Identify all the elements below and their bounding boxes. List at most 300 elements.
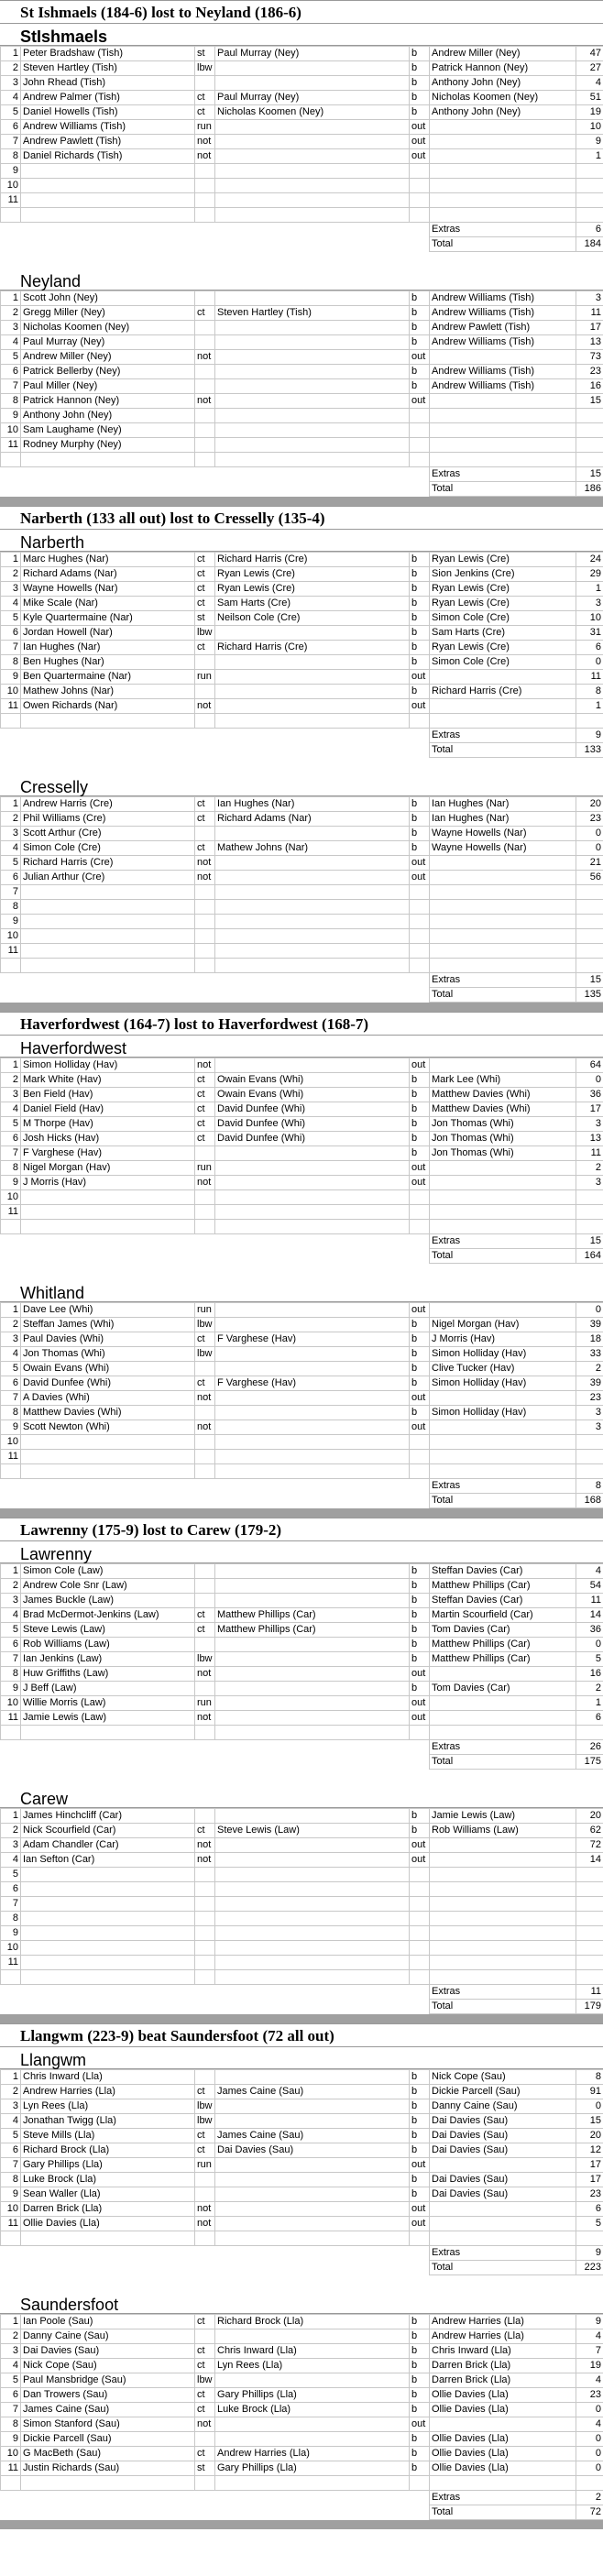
blank-row xyxy=(1,2476,603,2491)
runs xyxy=(576,1882,603,1897)
batsman-name: Mark White (Hav) xyxy=(21,1073,195,1088)
bowled-marker: b xyxy=(410,2143,430,2158)
bowled-marker: out xyxy=(410,2417,430,2432)
dismissal-type: not xyxy=(195,1667,215,1682)
bowler-name xyxy=(430,1912,576,1926)
batsman-name: Paul Miller (Ney) xyxy=(21,379,195,394)
dismissal-type: not xyxy=(195,2202,215,2217)
runs: 13 xyxy=(576,335,603,350)
batting-order: 9 xyxy=(1,915,21,929)
fielder-name: Ryan Lewis (Cre) xyxy=(215,567,410,582)
bowled-marker: b xyxy=(410,365,430,379)
batting-row xyxy=(1,871,603,885)
dismissal-type xyxy=(195,76,215,91)
batting-order: 9 xyxy=(1,1176,21,1190)
batsman-name: M Thorpe (Hav) xyxy=(21,1117,195,1132)
runs: 47 xyxy=(576,47,603,61)
batting-row xyxy=(1,335,603,350)
bowler-name: Simon Cole (Cre) xyxy=(430,611,576,626)
bowler-name: Andrew Williams (Tish) xyxy=(430,379,576,394)
batting-order: 6 xyxy=(1,2143,21,2158)
batting-order: 5 xyxy=(1,856,21,871)
bowled-marker: b xyxy=(410,2085,430,2099)
fielder-name xyxy=(215,149,410,164)
dismissal-type: not xyxy=(195,1391,215,1406)
total-label: Total xyxy=(430,1755,576,1770)
fielder-name xyxy=(215,2373,410,2388)
bowler-name xyxy=(430,699,576,714)
bowler-name xyxy=(430,1303,576,1318)
bowler-name: Sam Harts (Cre) xyxy=(430,626,576,641)
extras-label: Extras xyxy=(430,467,576,482)
bowled-marker: out xyxy=(410,1161,430,1176)
runs: 33 xyxy=(576,1347,603,1362)
fielder-name xyxy=(215,2114,410,2129)
bowled-marker: b xyxy=(410,597,430,611)
runs: 3 xyxy=(576,291,603,306)
runs: 9 xyxy=(576,135,603,149)
bowler-name: Mark Lee (Whi) xyxy=(430,1073,576,1088)
bowler-name: Rob Williams (Law) xyxy=(430,1824,576,1838)
batting-row xyxy=(1,1058,603,1073)
team-name: Carew xyxy=(0,1786,603,1808)
bowled-marker: b xyxy=(410,582,430,597)
runs: 0 xyxy=(576,2403,603,2417)
batting-order: 4 xyxy=(1,1102,21,1117)
runs: 7 xyxy=(576,2344,603,2359)
batting-order: 6 xyxy=(1,120,21,135)
batting-order: 1 xyxy=(1,1809,21,1824)
dismissal-type: ct xyxy=(195,1623,215,1638)
batsman-name xyxy=(21,1897,195,1912)
bowler-name xyxy=(430,1897,576,1912)
total-value: 186 xyxy=(576,482,603,497)
fielder-name: Lyn Rees (Lla) xyxy=(215,2359,410,2373)
fielder-name: Chris Inward (Lla) xyxy=(215,2344,410,2359)
fielder-name xyxy=(215,409,410,423)
bowler-name: Richard Harris (Cre) xyxy=(430,685,576,699)
batting-order: 4 xyxy=(1,2359,21,2373)
runs xyxy=(576,885,603,900)
runs: 31 xyxy=(576,626,603,641)
bowled-marker: b xyxy=(410,1824,430,1838)
total-value: 184 xyxy=(576,237,603,252)
batsman-name: James Hinchcliff (Car) xyxy=(21,1809,195,1824)
batting-order: 4 xyxy=(1,2114,21,2129)
batsman-name: Sam Laughame (Ney) xyxy=(21,423,195,438)
batting-order: 2 xyxy=(1,306,21,321)
bowler-name: Ollie Davies (Lla) xyxy=(430,2461,576,2476)
fielder-name xyxy=(215,179,410,193)
fielder-name: Gary Phillips (Lla) xyxy=(215,2461,410,2476)
runs: 0 xyxy=(576,827,603,841)
batting-row xyxy=(1,655,603,670)
batsman-name: Andrew Harries (Lla) xyxy=(21,2085,195,2099)
dismissal-type xyxy=(195,1564,215,1579)
batting-row xyxy=(1,91,603,105)
batting-order: 10 xyxy=(1,1435,21,1450)
bowler-name xyxy=(430,1176,576,1190)
batting-row xyxy=(1,1347,603,1362)
extras-row xyxy=(1,1985,603,2000)
batting-row xyxy=(1,1117,603,1132)
batting-order: 7 xyxy=(1,2403,21,2417)
bowler-name: Jon Thomas (Whi) xyxy=(430,1132,576,1146)
total-label: Total xyxy=(430,1494,576,1508)
batting-order: 7 xyxy=(1,641,21,655)
bowled-marker: out xyxy=(410,1696,430,1711)
batting-order: 5 xyxy=(1,2373,21,2388)
batting-row xyxy=(1,2143,603,2158)
bowler-name xyxy=(430,1391,576,1406)
bowled-marker: b xyxy=(410,2129,430,2143)
fielder-name xyxy=(215,423,410,438)
bowler-name: Martin Scourfield (Car) xyxy=(430,1608,576,1623)
batting-order: 4 xyxy=(1,335,21,350)
batting-order: 5 xyxy=(1,611,21,626)
fielder-name: Richard Harris (Cre) xyxy=(215,553,410,567)
dismissal-type: not xyxy=(195,394,215,409)
batsman-name: Daniel Field (Hav) xyxy=(21,1102,195,1117)
fielder-name xyxy=(215,1205,410,1220)
dismissal-type: run xyxy=(195,120,215,135)
fielder-name: Owain Evans (Whi) xyxy=(215,1073,410,1088)
fielder-name xyxy=(215,1161,410,1176)
batting-row xyxy=(1,1667,603,1682)
bowled-marker xyxy=(410,1190,430,1205)
bowled-marker: b xyxy=(410,841,430,856)
bowled-marker xyxy=(410,1912,430,1926)
runs xyxy=(576,1190,603,1205)
fielder-name: Steve Lewis (Law) xyxy=(215,1824,410,1838)
dismissal-type: ct xyxy=(195,1376,215,1391)
bowled-marker: b xyxy=(410,2461,430,2476)
bowled-marker: b xyxy=(410,61,430,76)
runs xyxy=(576,1205,603,1220)
batting-row xyxy=(1,1205,603,1220)
dismissal-type: ct xyxy=(195,1608,215,1623)
batsman-name: Gary Phillips (Lla) xyxy=(21,2158,195,2173)
bowled-marker: b xyxy=(410,1638,430,1652)
batting-row xyxy=(1,1853,603,1868)
dismissal-type: not xyxy=(195,1711,215,1726)
bowled-marker xyxy=(410,423,430,438)
batsman-name: Steve Mills (Lla) xyxy=(21,2129,195,2143)
batting-order: 8 xyxy=(1,2173,21,2187)
batting-order: 6 xyxy=(1,2388,21,2403)
batting-row xyxy=(1,1579,603,1594)
batting-row xyxy=(1,1450,603,1464)
fielder-name xyxy=(215,394,410,409)
bowled-marker xyxy=(410,1205,430,1220)
bowler-name xyxy=(430,1941,576,1956)
blank-row xyxy=(1,1726,603,1740)
runs: 14 xyxy=(576,1853,603,1868)
bowler-name xyxy=(430,1868,576,1882)
extras-row xyxy=(1,1740,603,1755)
bowled-marker xyxy=(410,1926,430,1941)
runs: 6 xyxy=(576,2202,603,2217)
runs: 51 xyxy=(576,91,603,105)
batsman-name: Owen Richards (Nar) xyxy=(21,699,195,714)
batsman-name: Ian Hughes (Nar) xyxy=(21,641,195,655)
runs: 64 xyxy=(576,1058,603,1073)
runs xyxy=(576,423,603,438)
bowler-name xyxy=(430,149,576,164)
dismissal-type: lbw xyxy=(195,2099,215,2114)
bowler-name: Anthony John (Ney) xyxy=(430,105,576,120)
runs: 15 xyxy=(576,2114,603,2129)
bowled-marker: out xyxy=(410,1838,430,1853)
match-title: St Ishmaels (184-6) lost to Neyland (186-6) xyxy=(0,0,603,24)
runs: 4 xyxy=(576,76,603,91)
batting-order: 9 xyxy=(1,164,21,179)
batting-row xyxy=(1,179,603,193)
bowled-marker: b xyxy=(410,1318,430,1332)
batting-row xyxy=(1,1190,603,1205)
batting-row xyxy=(1,1376,603,1391)
batting-row xyxy=(1,291,603,306)
bowled-marker: out xyxy=(410,1058,430,1073)
dismissal-type: lbw xyxy=(195,2114,215,2129)
batting-order: 11 xyxy=(1,438,21,453)
dismissal-type: ct xyxy=(195,812,215,827)
bowler-name xyxy=(430,135,576,149)
batting-row xyxy=(1,1897,603,1912)
batsman-name: Huw Griffiths (Law) xyxy=(21,1667,195,1682)
batsman-name xyxy=(21,1926,195,1941)
batting-row xyxy=(1,2329,603,2344)
bowled-marker xyxy=(410,1435,430,1450)
bowler-name xyxy=(430,2217,576,2231)
runs: 39 xyxy=(576,1318,603,1332)
batsman-name: Anthony John (Ney) xyxy=(21,409,195,423)
dismissal-type: not xyxy=(195,135,215,149)
batting-order: 10 xyxy=(1,179,21,193)
batsman-name: Peter Bradshaw (Tish) xyxy=(21,47,195,61)
bowler-name: Darren Brick (Lla) xyxy=(430,2359,576,2373)
bowled-marker: out xyxy=(410,699,430,714)
bowled-marker: b xyxy=(410,1579,430,1594)
batting-order: 2 xyxy=(1,567,21,582)
batting-row xyxy=(1,1391,603,1406)
bowler-name: Ollie Davies (Lla) xyxy=(430,2403,576,2417)
extras-label: Extras xyxy=(430,1234,576,1249)
blank-row xyxy=(1,2231,603,2246)
fielder-name: Richard Brock (Lla) xyxy=(215,2315,410,2329)
batting-row xyxy=(1,1711,603,1726)
dismissal-type: lbw xyxy=(195,61,215,76)
dismissal-type xyxy=(195,2173,215,2187)
bowled-marker: out xyxy=(410,120,430,135)
runs: 6 xyxy=(576,1711,603,1726)
extras-label: Extras xyxy=(430,973,576,988)
bowled-marker xyxy=(410,438,430,453)
batting-order: 7 xyxy=(1,1146,21,1161)
bowled-marker: out xyxy=(410,1303,430,1318)
batting-row xyxy=(1,306,603,321)
batting-order: 3 xyxy=(1,76,21,91)
dismissal-type: not xyxy=(195,1058,215,1073)
batting-row xyxy=(1,1941,603,1956)
bowled-marker: b xyxy=(410,1102,430,1117)
bowled-marker: b xyxy=(410,797,430,812)
batting-order: 10 xyxy=(1,1190,21,1205)
batting-order: 3 xyxy=(1,1332,21,1347)
team-spacer xyxy=(0,2275,603,2292)
bowler-name: Chris Inward (Lla) xyxy=(430,2344,576,2359)
total-value: 72 xyxy=(576,2505,603,2520)
bowler-name: Ollie Davies (Lla) xyxy=(430,2432,576,2447)
batting-order: 11 xyxy=(1,2461,21,2476)
fielder-name xyxy=(215,1564,410,1579)
batting-order: 3 xyxy=(1,321,21,335)
batting-order: 9 xyxy=(1,1926,21,1941)
batting-row xyxy=(1,1652,603,1667)
batting-row xyxy=(1,553,603,567)
bowled-marker: b xyxy=(410,685,430,699)
batting-row xyxy=(1,699,603,714)
fielder-name xyxy=(215,193,410,208)
runs xyxy=(576,1912,603,1926)
bowled-marker: b xyxy=(410,335,430,350)
fielder-name xyxy=(215,915,410,929)
extras-row xyxy=(1,223,603,237)
batting-row xyxy=(1,1868,603,1882)
batsman-name: Ben Hughes (Nar) xyxy=(21,655,195,670)
blank-row xyxy=(1,453,603,467)
dismissal-type: ct xyxy=(195,1088,215,1102)
dismissal-type xyxy=(195,193,215,208)
batsman-name xyxy=(21,1956,195,1970)
dismissal-type: lbw xyxy=(195,1652,215,1667)
match-separator xyxy=(0,1508,603,1518)
fielder-name xyxy=(215,2173,410,2187)
batsman-name: Andrew Williams (Tish) xyxy=(21,120,195,135)
batting-order: 9 xyxy=(1,1420,21,1435)
batsman-name: Jonathan Twigg (Lla) xyxy=(21,2114,195,2129)
batsman-name: Nick Cope (Sau) xyxy=(21,2359,195,2373)
fielder-name: David Dunfee (Whi) xyxy=(215,1117,410,1132)
fielder-name xyxy=(215,2202,410,2217)
runs xyxy=(576,179,603,193)
bowled-marker: b xyxy=(410,291,430,306)
extras-label: Extras xyxy=(430,223,576,237)
batting-order: 8 xyxy=(1,1912,21,1926)
fielder-name xyxy=(215,2432,410,2447)
bowled-marker xyxy=(410,885,430,900)
runs: 54 xyxy=(576,1579,603,1594)
runs: 2 xyxy=(576,1161,603,1176)
batting-order: 2 xyxy=(1,1073,21,1088)
dismissal-type xyxy=(195,379,215,394)
runs: 62 xyxy=(576,1824,603,1838)
runs: 24 xyxy=(576,553,603,567)
fielder-name xyxy=(215,2417,410,2432)
batting-row xyxy=(1,2447,603,2461)
batsman-name: James Buckle (Law) xyxy=(21,1594,195,1608)
batsman-name: Richard Adams (Nar) xyxy=(21,567,195,582)
batsman-name: Dan Trowers (Sau) xyxy=(21,2388,195,2403)
bowled-marker: b xyxy=(410,2373,430,2388)
fielder-name xyxy=(215,350,410,365)
batsman-name xyxy=(21,1868,195,1882)
batsman-name: Patrick Bellerby (Ney) xyxy=(21,365,195,379)
batting-order: 11 xyxy=(1,1450,21,1464)
batting-row xyxy=(1,2099,603,2114)
extras-value: 26 xyxy=(576,1740,603,1755)
total-value: 133 xyxy=(576,743,603,758)
runs xyxy=(576,944,603,959)
bowled-marker: out xyxy=(410,394,430,409)
fielder-name xyxy=(215,335,410,350)
bowler-name: Patrick Hannon (Ney) xyxy=(430,61,576,76)
batsman-name: Josh Hicks (Hav) xyxy=(21,1132,195,1146)
bowler-name: Matthew Davies (Whi) xyxy=(430,1088,576,1102)
dismissal-type: ct xyxy=(195,1073,215,1088)
fielder-name xyxy=(215,1190,410,1205)
batting-order: 8 xyxy=(1,1406,21,1420)
batting-order: 11 xyxy=(1,1956,21,1970)
batting-order: 11 xyxy=(1,944,21,959)
runs xyxy=(576,1897,603,1912)
batsman-name: G MacBeth (Sau) xyxy=(21,2447,195,2461)
extras-row xyxy=(1,467,603,482)
batting-row xyxy=(1,1926,603,1941)
bowled-marker: b xyxy=(410,1682,430,1696)
fielder-name xyxy=(215,76,410,91)
bowled-marker: b xyxy=(410,1146,430,1161)
fielder-name xyxy=(215,1882,410,1897)
batsman-name: Jordan Howell (Nar) xyxy=(21,626,195,641)
bowled-marker: b xyxy=(410,2359,430,2373)
bowled-marker: out xyxy=(410,350,430,365)
dismissal-type xyxy=(195,1205,215,1220)
batting-row xyxy=(1,2158,603,2173)
team-name: Llangwm xyxy=(0,2047,603,2069)
bowled-marker: b xyxy=(410,2447,430,2461)
bowler-name xyxy=(430,1450,576,1464)
fielder-name: Matthew Phillips (Car) xyxy=(215,1623,410,1638)
batting-order: 9 xyxy=(1,1682,21,1696)
batting-row xyxy=(1,841,603,856)
bowler-name xyxy=(430,1956,576,1970)
bowled-marker: out xyxy=(410,135,430,149)
runs: 11 xyxy=(576,670,603,685)
match-title: Haverfordwest (164-7) lost to Haverfordwest (168-7) xyxy=(0,1012,603,1036)
total-row xyxy=(1,237,603,252)
team-name: Narberth xyxy=(0,530,603,552)
bowler-name xyxy=(430,1882,576,1897)
runs xyxy=(576,193,603,208)
runs: 4 xyxy=(576,2329,603,2344)
batting-row xyxy=(1,1406,603,1420)
bowler-name xyxy=(430,2202,576,2217)
batting-order: 1 xyxy=(1,291,21,306)
dismissal-type: lbw xyxy=(195,1347,215,1362)
fielder-name xyxy=(215,321,410,335)
fielder-name xyxy=(215,1362,410,1376)
total-value: 135 xyxy=(576,988,603,1003)
batting-row xyxy=(1,1623,603,1638)
runs: 15 xyxy=(576,394,603,409)
batting-row xyxy=(1,2070,603,2085)
batsman-name: Matthew Davies (Whi) xyxy=(21,1406,195,1420)
batsman-name: Jamie Lewis (Law) xyxy=(21,1711,195,1726)
batting-row xyxy=(1,885,603,900)
runs: 17 xyxy=(576,2158,603,2173)
bowler-name xyxy=(430,944,576,959)
